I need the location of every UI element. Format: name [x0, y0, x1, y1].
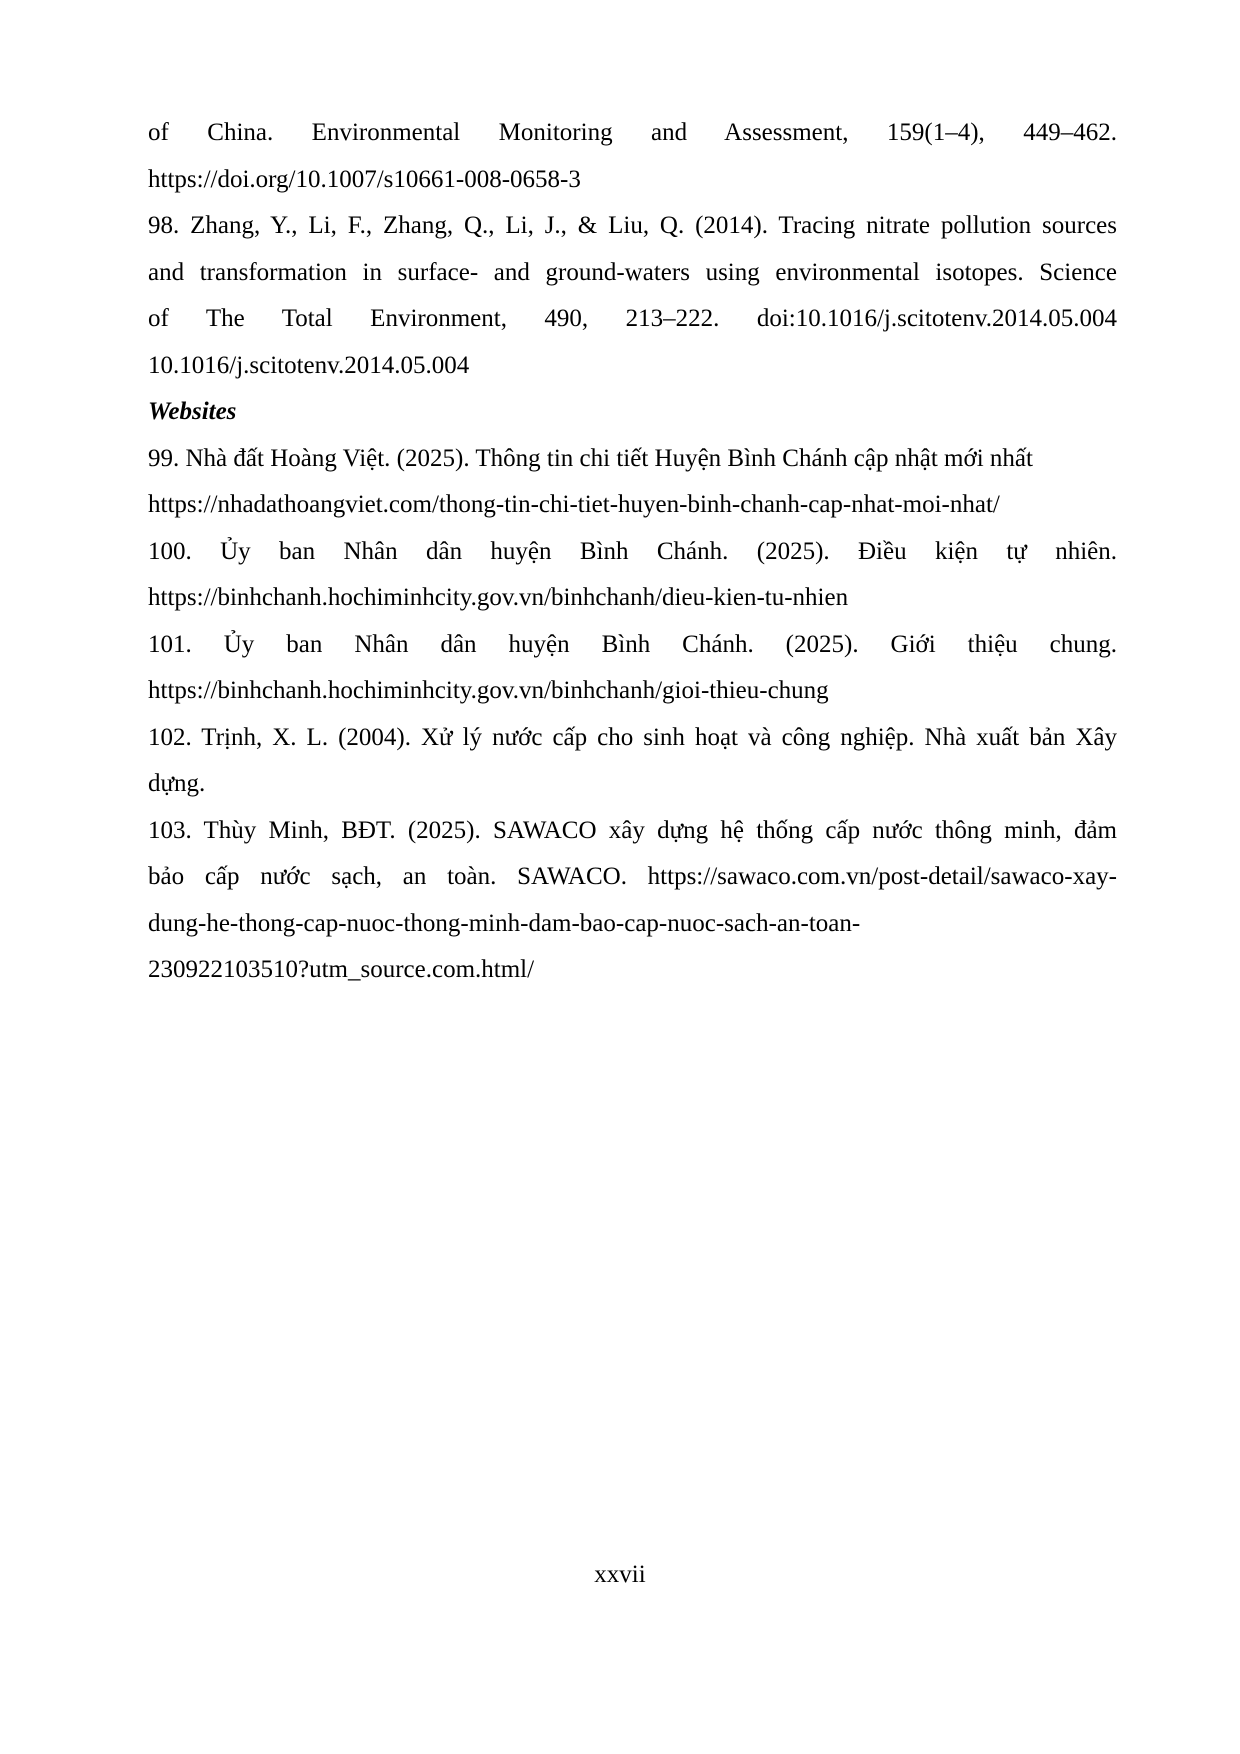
references-text	[148, 110, 1117, 994]
text-line: https://nhadathoangviet.com/thong-tin-chi-tiet-huyen-binh-chanh-cap-nhat-moi-nhat/	[148, 491, 1000, 518]
text-line: of China. Environmental Monitoring and Assessment, 159(1–4), 449–462.	[148, 119, 1117, 146]
text-line: 100. Ủy ban Nhân dân huyện Bình Chánh. (2025). Điều kiện tự nhiên.	[148, 537, 1117, 565]
text-line: dựng.	[148, 770, 206, 797]
text-line: 10.1016/j.scitotenv.2014.05.004	[148, 351, 470, 379]
text-line: of The Total Environment, 490, 213–222. doi:10.1016/j.scitotenv.2014.05.004	[148, 305, 1117, 332]
page-number: xxvii	[594, 1561, 646, 1588]
text-line: 99. Nhà đất Hoàng Việt. (2025). Thông tin chi tiết Huyện Bình Chánh cập nhật mới nhất	[148, 444, 1033, 472]
text-line: 103. Thùy Minh, BĐT. (2025). SAWACO xây dựng hệ thống cấp nước thông minh, đảm	[148, 816, 1117, 844]
text-line: https://binhchanh.hochiminhcity.gov.vn/binhchanh/gioi-thieu-chung	[148, 677, 829, 704]
text-line: 98. Zhang, Y., Li, F., Zhang, Q., Li, J., & Liu, Q. (2014). Tracing nitrate pollution sources	[148, 212, 1117, 239]
text-line: and transformation in surface- and ground-waters using environmental isotopes. Science	[148, 258, 1117, 286]
text-line: https://doi.org/10.1007/s10661-008-0658-3	[148, 165, 581, 193]
section-heading: Websites	[148, 398, 237, 425]
text-line: 230922103510?utm_source.com.html/	[148, 956, 535, 983]
text-line: bảo cấp nước sạch, an toàn. SAWACO. https://sawaco.com.vn/post-detail/sawaco-xay-	[148, 863, 1117, 890]
text-line: https://binhchanh.hochiminhcity.gov.vn/binhchanh/dieu-kien-tu-nhien	[148, 584, 849, 611]
text-line: dung-he-thong-cap-nuoc-thong-minh-dam-bao-cap-nuoc-sach-an-toan-	[148, 909, 861, 937]
text-line: 101. Ủy ban Nhân dân huyện Bình Chánh. (2025). Giới thiệu chung.	[148, 630, 1117, 658]
text-line: 102. Trịnh, X. L. (2004). Xử lý nước cấp cho sinh hoạt và công nghiệp. Nhà xuất bản Xây	[148, 723, 1117, 751]
